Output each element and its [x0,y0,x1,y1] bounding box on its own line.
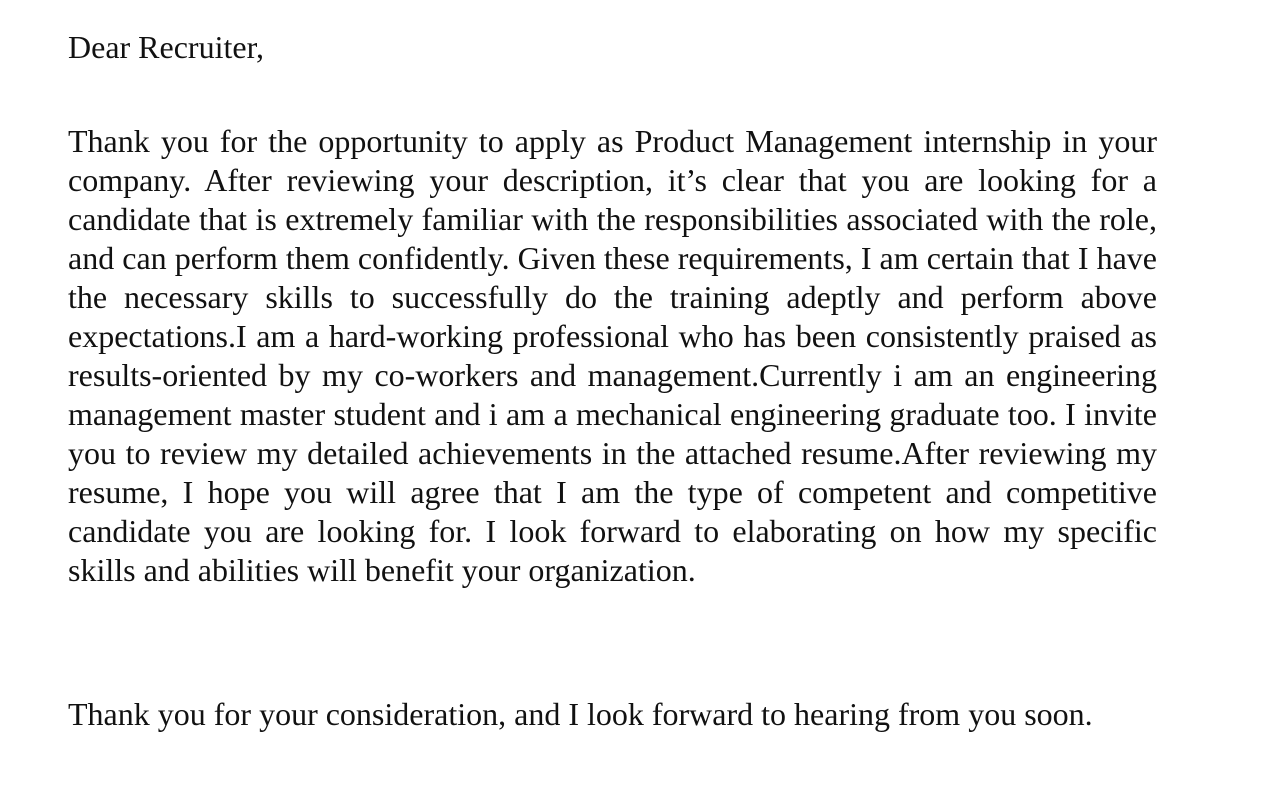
letter-closing: Thank you for your consideration, and I look forward to hearing from you soon. [68,696,1093,732]
letter-body-paragraph: Thank you for the opportunity to apply as Product Management internship in your company. After reviewing your description, it’s clear that you are looking for a candidate that is extremely familiar with the responsibilities associated with the role, and can perform them confidently. Given these requirements, I am certain that I have the necessary skills to successfully do the training adeptly and perform above expectations.I am a hard-working professional who has been consistently praised as results-oriented by my co-workers and management.Currently i am an engineering management master student and i am a mechanical engineering graduate too. I invite you to review my detailed achievements in the attached resume.After reviewing my resume, I hope you will agree that I am the type of competent and competitive candidate you are looking for. I look forward to elaborating on how my specific skills and abilities will benefit your organization. [68,123,1157,588]
letter-salutation: Dear Recruiter, [68,29,264,65]
